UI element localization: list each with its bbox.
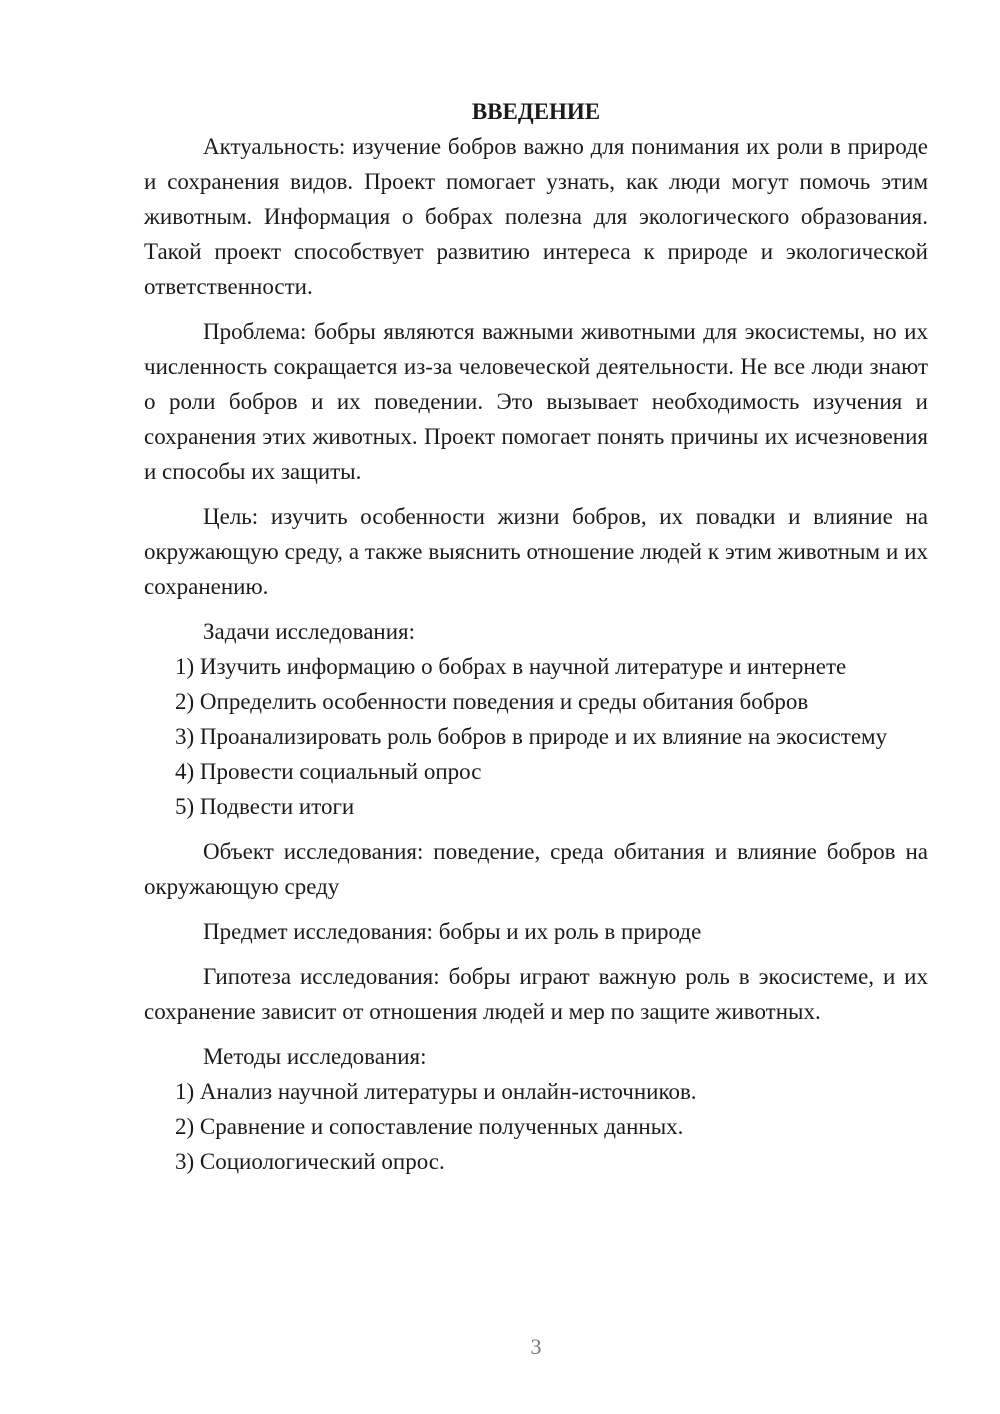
object-paragraph: Объект исследования: поведение, среда обитания и влияние бобров на окружающую среду: [144, 839, 928, 899]
hypothesis-paragraph: Гипотеза исследования: бобры играют важную роль в экосистеме, и их сохранение зависит от отношения людей и мер по защите животных.: [144, 964, 928, 1024]
method-item: 1) Анализ научной литературы и онлайн-источников.: [175, 1079, 697, 1104]
task-item: 2) Определить особенности поведения и среды обитания бобров: [175, 689, 809, 714]
tasks-heading: Задачи исследования:: [203, 619, 416, 644]
page-number: 3: [530, 1334, 542, 1359]
method-item: 3) Социологический опрос.: [175, 1149, 445, 1174]
goal-paragraph: Цель: изучить особенности жизни бобров, их повадки и влияние на окружающую среду, а также выяснить отношение людей к этим животным и их сохранению.: [144, 504, 928, 599]
page-title: ВВЕДЕНИЕ: [471, 99, 601, 124]
problem-paragraph: Проблема: бобры являются важными животными для экосистемы, но их численность сокращается из-за человеческой деятельности. Не все люди знают о роли бобров и их поведении. Это вызывает необходимость изучения и сохранения этих животных. Проект помогает понять причины их исчезновения и способы их защиты.: [144, 319, 928, 484]
methods-heading: Методы исследования:: [203, 1044, 427, 1069]
task-item: 4) Провести социальный опрос: [175, 759, 482, 784]
method-item: 2) Сравнение и сопоставление полученных данных.: [175, 1114, 684, 1139]
relevance-paragraph: Актуальность: изучение бобров важно для понимания их роли в природе и сохранения видов. Проект помогает узнать, как люди могут помочь этим животным. Информация о бобрах полезна для экологического образования. Такой проект способствует развитию интереса к природе и экологической ответственности.: [144, 134, 928, 299]
task-item: 1) Изучить информацию о бобрах в научной литературе и интернете: [175, 654, 847, 679]
subject-paragraph: Предмет исследования: бобры и их роль в природе: [203, 919, 702, 944]
task-item: 5) Подвести итоги: [175, 794, 355, 819]
task-item: 3) Проанализировать роль бобров в природе и их влияние на экосистему: [175, 724, 888, 749]
page-content: [144, 94, 928, 1179]
